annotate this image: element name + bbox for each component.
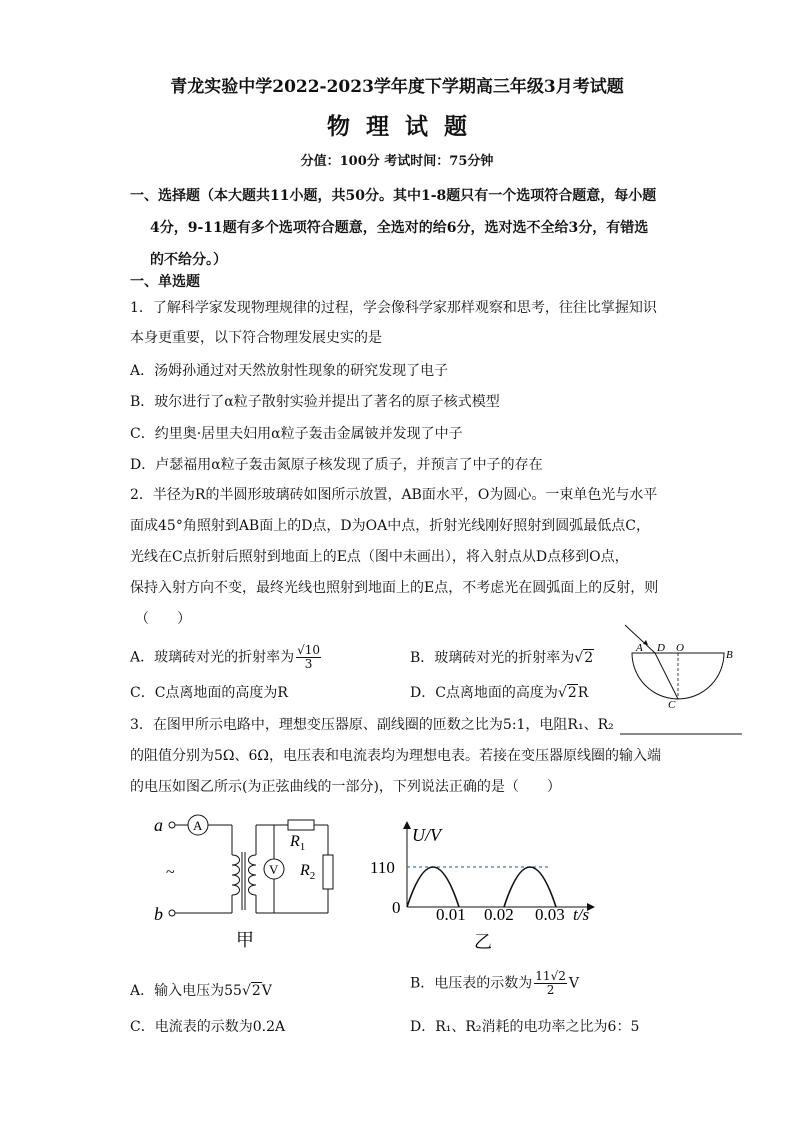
terminal-b-label: b (154, 904, 163, 924)
q2-option-b-radicand: 2 (584, 650, 594, 666)
q2-option-a-text: A．玻璃砖对光的折射率为 (130, 649, 295, 666)
q2-semicircle-figure (610, 615, 750, 740)
q2-option-d-radicand: 2 (567, 685, 577, 701)
q3-stem-line1: 3．在图甲所示电路中，理想变压器原、副线圈的匝数之比为5:1，电阻R₁、R₂ (130, 717, 614, 733)
q2-stem-line2: 面成45°角照射到AB面上的D点，D为OA中点，折射光线刚好照射到圆弧最低点C， (130, 518, 650, 534)
subsection-title: 一、单选题 (130, 274, 200, 290)
graph-caption: 乙 (474, 932, 492, 952)
subject-title: 物理试题 (327, 113, 483, 140)
q2-option-d-text: D．C点离地面的高度为 (410, 685, 558, 701)
origin-label: 0 (392, 898, 401, 917)
circuit-caption: 甲 (236, 930, 254, 950)
exam-meta: 分值：100分 考试时间：75分钟 (300, 154, 494, 169)
r2-label: $R_2$ (300, 862, 316, 882)
label-A: A (636, 642, 643, 654)
q3-option-b-text: B．电压表的示数为 (410, 975, 533, 992)
q2-stem-line4: 保持入射方向不变，最终光线也照射到地面上的E点，不考虑光在圆弧面上的反射，则 (130, 580, 659, 596)
terminal-b-dot (169, 910, 175, 916)
q1-option-a[interactable]: A．汤姆孙通过对天然放射性现象的研究发现了电子 (130, 363, 449, 379)
q2-option-a-denominator: 3 (304, 657, 313, 671)
q1-option-d[interactable]: D．卢瑟福用α粒子轰击氮原子核发现了质子，并预言了中子的存在 (130, 457, 543, 473)
primary-coil-icon (232, 855, 240, 895)
q2-option-d[interactable] (410, 682, 588, 702)
q3-stem-line3: 的电压如图乙所示(为正弦曲线的一部分)，下列说法正确的是（ ） (130, 779, 561, 795)
q2-option-a-fraction (296, 644, 321, 671)
q2-stem-line3: 光线在C点折射后照射到地面上的E点（图中未画出），将入射点从D点移到O点， (130, 549, 629, 565)
q1-option-c[interactable]: C．约里奥·居里夫妇用α粒子轰击金属铍并发现了中子 (130, 426, 463, 442)
q1-stem-line2: 本身更重要，以下符合物理发展史实的是 (130, 330, 382, 346)
q1-option-b[interactable]: B．玻尔进行了α粒子散射实验并提出了著名的原子核式模型 (130, 394, 500, 410)
q3-option-b-suffix: V (568, 975, 579, 992)
q3-option-b-fraction (534, 970, 567, 997)
q2-option-d-sqrt: √2 (557, 685, 577, 701)
q2-option-b[interactable] (410, 647, 594, 667)
r1-label: $R_1$ (290, 833, 306, 853)
q3-option-b-numerator: 11√2 (535, 969, 566, 983)
x-tick-0.01: 0.01 (436, 905, 466, 924)
q3-option-a-suffix: V (261, 983, 272, 999)
secondary-coil-icon (249, 855, 257, 895)
q3-option-b[interactable] (410, 970, 579, 997)
q1-stem-line1: 1．了解科学家发现物理规律的过程，学会像科学家那样观察和思考，往往比掌握知识 (130, 300, 657, 316)
section-instructions-line1: 一、选择题（本大题共11小题，共50分。其中1-8题只有一个选项符合题意，每小题 (130, 188, 657, 204)
q2-option-b-sqrt: √2 (574, 650, 594, 666)
ac-source-icon: ~ (166, 864, 175, 881)
q3-option-d[interactable]: D．R₁、R₂消耗的电功率之比为6：5 (410, 1019, 640, 1035)
label-C: C (668, 699, 676, 711)
label-O: O (676, 642, 684, 654)
refracted-ray (655, 653, 678, 699)
y-value-110: 110 (370, 858, 395, 877)
q2-option-a[interactable] (130, 644, 323, 671)
x-tick-0.03: 0.03 (535, 905, 565, 924)
section-instructions-line2: 4分，9-11题有多个选项符合题意，全选对的给6分，选对选不全给3分，有错选 (150, 220, 649, 236)
x-tick-0.02: 0.02 (484, 905, 514, 924)
section-instructions-line3: 的不给分。） (150, 252, 227, 268)
q3-stem-line2: 的阻值分别为5Ω、6Ω，电压表和电流表均为理想电表。若接在变压器原线圈的输入端 (130, 748, 662, 764)
q2-stem-line5: （ ） (135, 611, 191, 627)
resistor-r2-icon (323, 855, 333, 889)
voltage-wave-segment-1 (407, 867, 459, 907)
q2-option-d-suffix: R (577, 685, 589, 701)
ammeter-label: A (193, 818, 203, 833)
q3-option-a-text: A．输入电压为55 (130, 983, 242, 999)
q3-option-a-sqrt: √2 (241, 983, 261, 999)
q2-option-c[interactable]: C．C点离地面的高度为R (130, 685, 288, 701)
label-B: B (726, 649, 733, 661)
x-axis-label: t/s (573, 905, 590, 924)
q3-option-b-denominator: 2 (546, 983, 555, 997)
q3-option-a-radicand: 2 (251, 983, 261, 999)
y-axis-arrow-icon (403, 821, 411, 829)
q3-circuit-diagram (150, 810, 350, 955)
y-axis-label: U/V (412, 825, 441, 845)
terminal-a-label: a (154, 815, 163, 835)
q2-option-b-text: B．玻璃砖对光的折射率为 (410, 650, 575, 666)
q3-option-c[interactable]: C．电流表的示数为0.2A (130, 1019, 286, 1035)
voltage-wave-segment-2 (504, 867, 556, 907)
q2-option-a-numerator: √10 (297, 643, 321, 657)
label-D: D (657, 642, 665, 654)
q2-stem-line1: 2．半径为R的半圆形玻璃砖如图所示放置，AB面水平，O为圆心。一束单色光与水平 (130, 487, 658, 503)
q3-option-a[interactable] (130, 980, 272, 1000)
terminal-a-dot (169, 822, 175, 828)
exam-title: 青龙实验中学2022-2023学年度下学期高三年级3月考试题 (170, 77, 624, 97)
voltmeter-label: V (269, 862, 279, 877)
q3-voltage-graph (362, 815, 607, 955)
resistor-r1-icon (288, 820, 314, 830)
